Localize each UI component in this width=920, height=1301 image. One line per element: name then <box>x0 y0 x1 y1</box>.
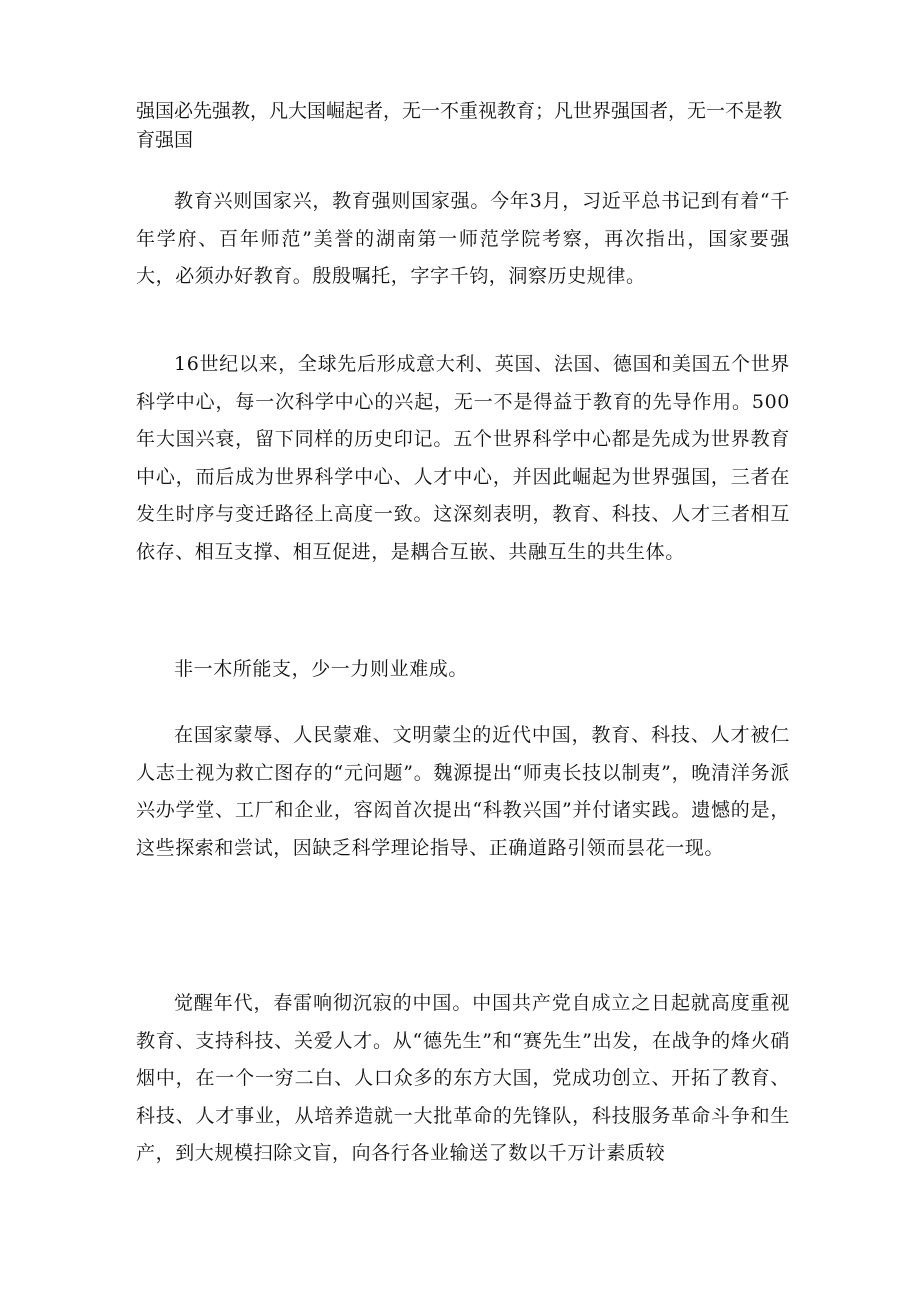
paragraph-3: 非一木所能支，少一力则业难成。 <box>174 658 469 680</box>
document-title: 强国必先强教，凡大国崛起者，无一不重视教育；凡世界强国者，无一不是教育强国 <box>136 100 783 151</box>
paragraph-4: 在国家蒙辱、人民蒙难、文明蒙尘的近代中国，教育、科技、人才被仁人志士视为救亡图存的“元问题”。魏源提出“师夷长技以制夷”，晚清洋务派兴办学堂、工厂和企业，容闳首次提出“科教兴国”并付诸实践。遗憾的是，这些探索和尝试，因缺乏科学理论指导、正确道路引领而昙花一现。 <box>136 724 790 859</box>
paragraph-2: 16世纪以来，全球先后形成意大利、英国、法国、德国和美国五个世界科学中心，每一次科学中心的兴起，无一不是得益于教育的先导作用。500年大国兴衰，留下同样的历史印记。五个世界科学中心都是先成为世界教育中心，而后成为世界科学中心、人才中心，并因此崛起为世界强国，三者在发生时序与变迁路径上高度一致。这深刻表明，教育、科技、人才三者相互依存、相互支撑、相互促进，是耦合互嵌、共融互生的共生体。 <box>136 353 790 563</box>
paragraph-1: 教育兴则国家兴，教育强则国家强。今年3月，习近平总书记到有着“千年学府、百年师范”美誉的湖南第一师范学院考察，再次指出，国家要强大，必须办好教育。殷殷嘱托，字字千钧，洞察历史规律。 <box>136 190 790 287</box>
paragraph-5: 觉醒年代，春雷响彻沉寂的中国。中国共产党自成立之日起就高度重视教育、支持科技、关爱人才。从“德先生”和“赛先生”出发，在战争的烽火硝烟中，在一个一穷二白、人口众多的东方大国，党成功创立、开拓了教育、科技、人才事业，从培养造就一大批革命的先锋队，科技服务革命斗争和生产，到大规模扫除文盲，向各行各业输送了数以千万计素质较 <box>136 992 790 1164</box>
